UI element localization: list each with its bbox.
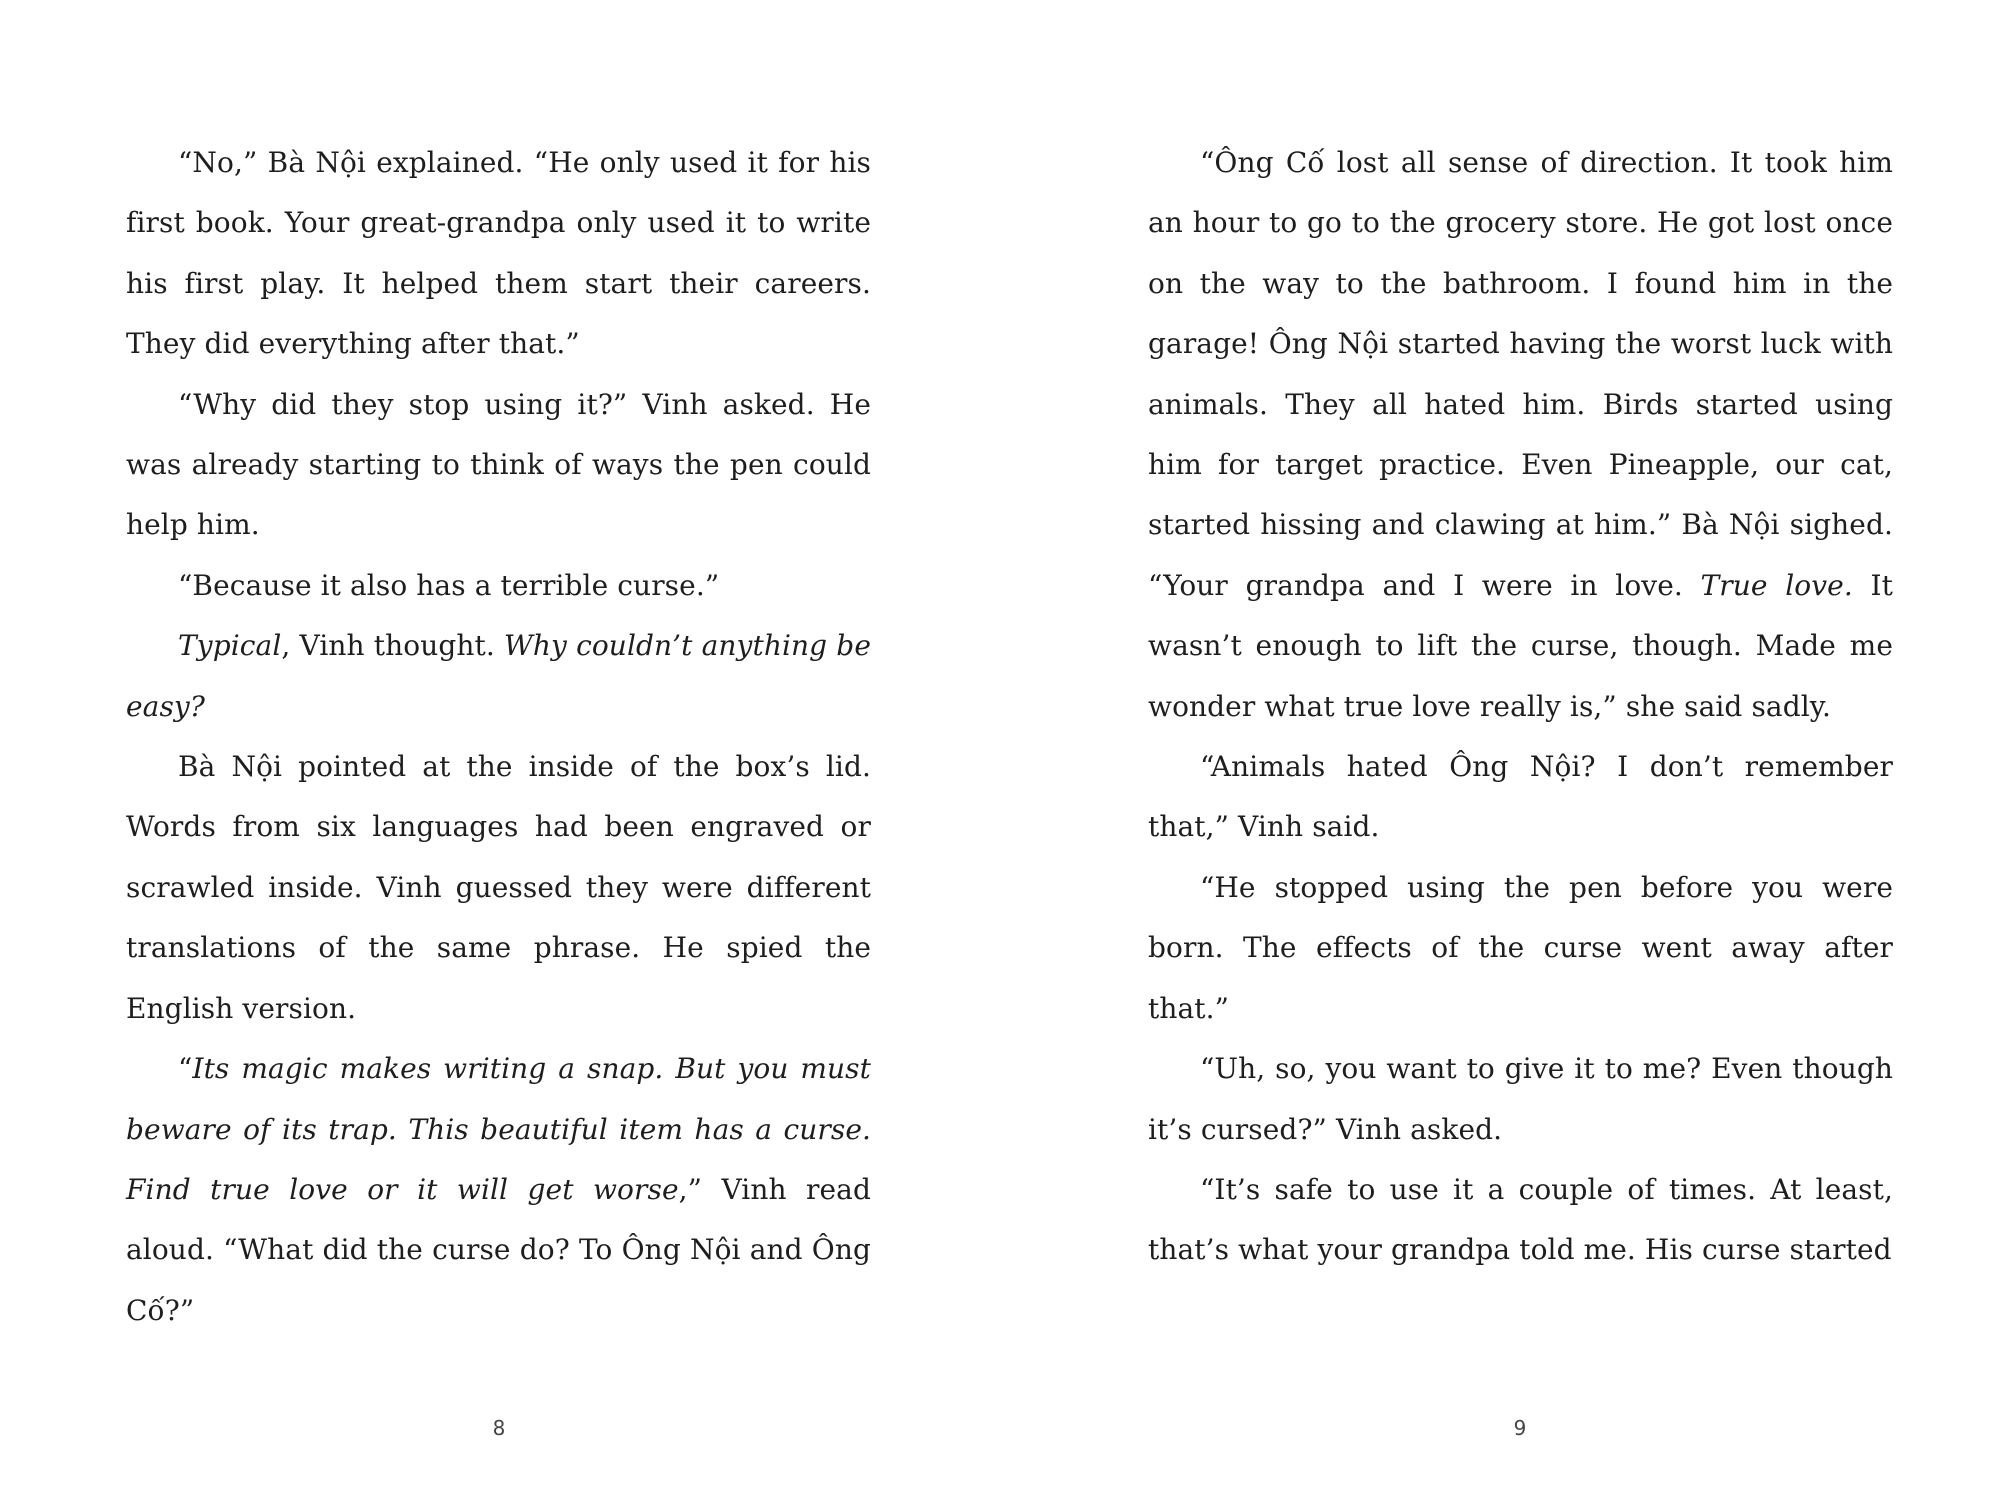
text-run: “No,” Bà Nội explained. “He only used it for his first book. Your great-grandpa only used it to write his first play. It helped them start their careers. They did everything after that.”: [126, 146, 871, 361]
italic-text-run: Typical: [178, 629, 282, 663]
text-run: “Uh, so, you want to give it to me? Even though it’s cursed?” Vinh asked.: [1148, 1052, 1893, 1146]
paragraph: [126, 737, 871, 1039]
text-run: It wasn’t enough to lift the curse, though. Made me wonder what true love really is,” she said sadly.: [1148, 568, 1893, 723]
paragraph: [126, 1039, 871, 1341]
italic-text-run: Why couldn’t anything be easy?: [126, 629, 871, 723]
right-page-number: 9: [1513, 1416, 1527, 1440]
italic-text-run: Its magic makes writing a snap. But you must beware of its trap. This beautiful item has a curse. Find true love or it will get worse: [126, 1052, 871, 1206]
italic-text-run: True love.: [1700, 568, 1853, 602]
paragraph: [126, 375, 871, 556]
paragraph: [1148, 737, 1893, 858]
paragraph: [126, 133, 871, 375]
paragraph: [126, 556, 871, 616]
text-run: “: [178, 1052, 193, 1086]
text-run: Bà Nội pointed at the inside of the box’s lid. Words from six languages had been engraved or scrawled inside. Vinh guessed they were different translations of the same phrase. He spied the English version.: [126, 750, 871, 1025]
paragraph: [126, 616, 871, 737]
text-run: , Vinh thought.: [281, 629, 505, 663]
text-run: “Why did they stop using it?” Vinh asked. He was already starting to think of ways the pen could help him.: [126, 387, 871, 542]
paragraph: [1148, 1039, 1893, 1160]
right-page-text: [1148, 133, 1893, 1281]
text-run: “He stopped using the pen before you were born. The effects of the curse went away after that.”: [1148, 870, 1893, 1025]
left-page-number: 8: [492, 1416, 506, 1440]
left-page-text: [126, 133, 871, 1341]
text-run: “Ông Cố lost all sense of direction. It took him an hour to go to the grocery store. He got lost once on the way to the bathroom. I found him in the garage! Ông Nội started having the worst luck with animals. They all hated him. Birds started using him for target practice. Even Pineapple, our cat, started hissing and clawing at him.” Bà Nội sighed. “Your grandpa and I were in love.: [1148, 146, 1893, 602]
paragraph: [1148, 858, 1893, 1039]
paragraph: [1148, 1160, 1893, 1281]
paragraph: [1148, 133, 1893, 737]
text-run: ,” Vinh read aloud. “What did the curse do? To Ông Nội and Ông Cố?”: [126, 1172, 871, 1327]
text-run: “Because it also has a terrible curse.”: [178, 568, 720, 602]
text-run: “It’s safe to use it a couple of times. At least, that’s what your grandpa told me. His curse started: [1148, 1172, 1893, 1267]
text-run: “Animals hated Ông Nội? I don’t remember that,” Vinh said.: [1148, 750, 1893, 844]
right-page: [1000, 0, 2000, 1500]
